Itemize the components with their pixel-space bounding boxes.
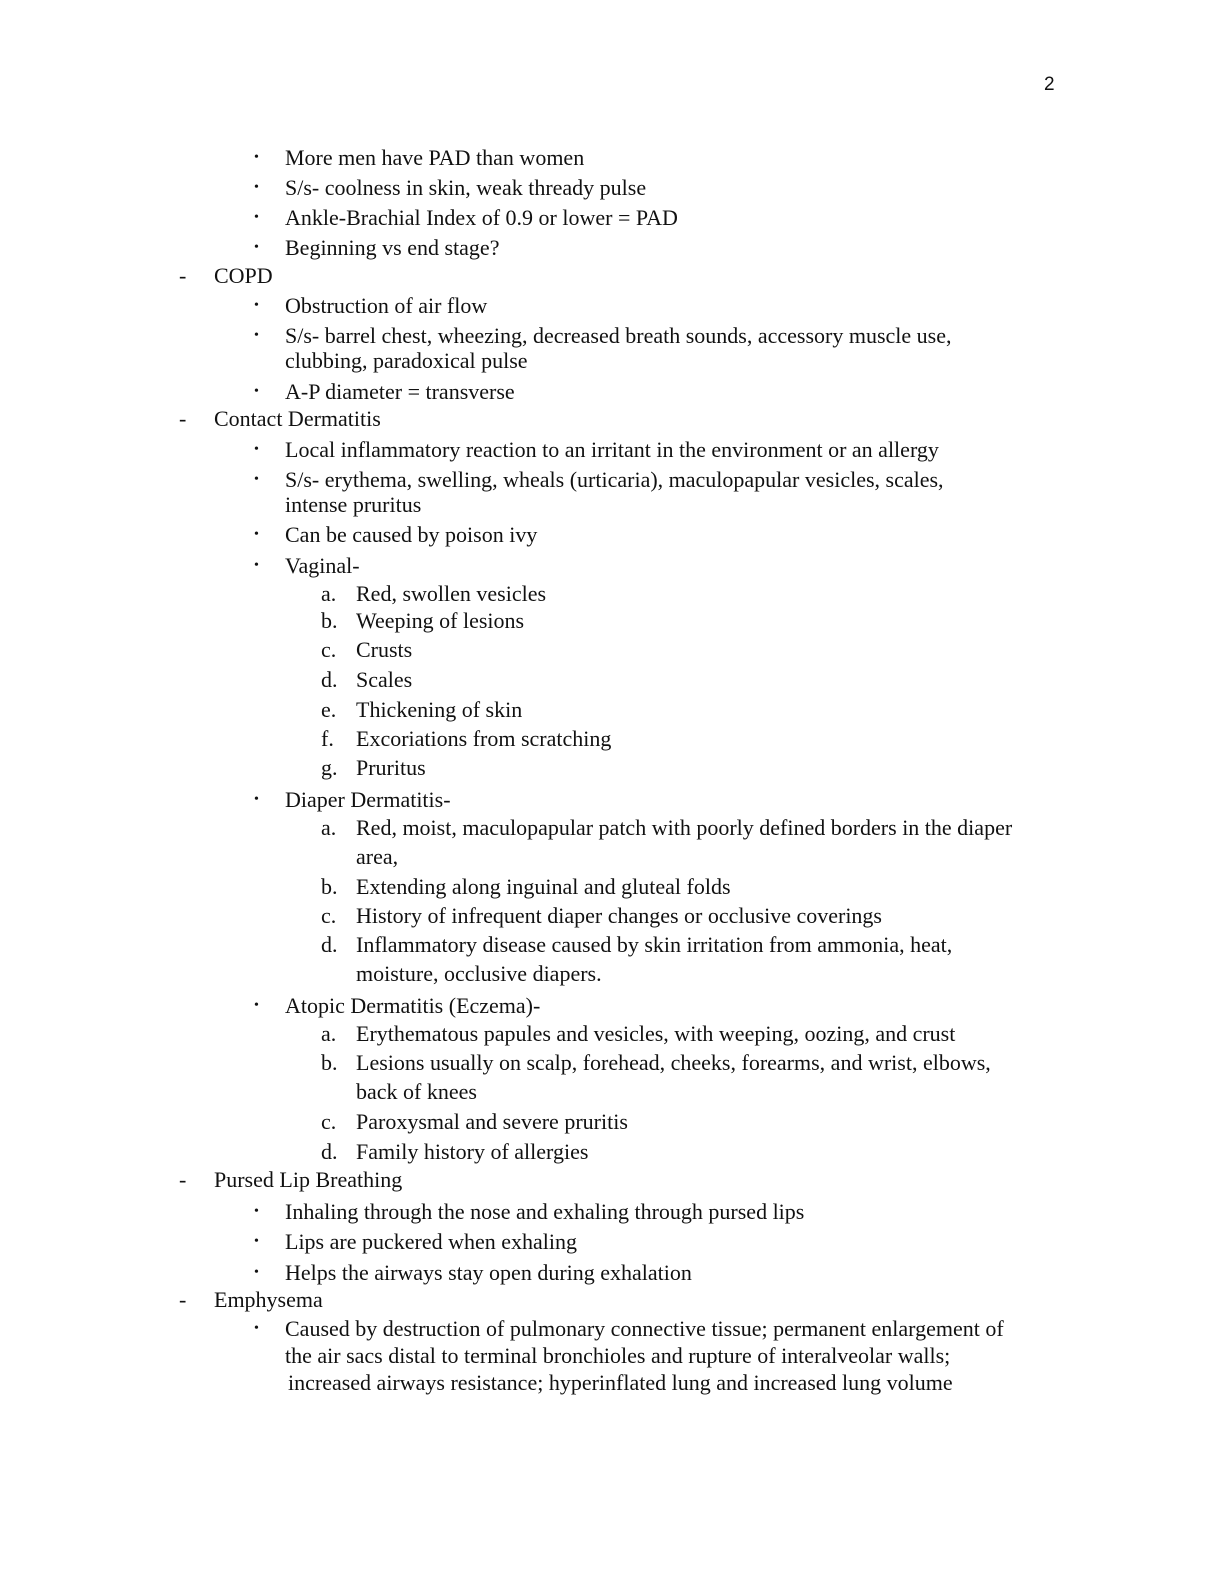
dash-icon: -	[179, 263, 187, 288]
bullet-icon: •	[254, 384, 259, 399]
bullet-icon: •	[254, 442, 259, 457]
dash-icon: -	[179, 1167, 187, 1192]
bullet-icon: •	[254, 998, 259, 1013]
bullet-icon: •	[254, 298, 259, 313]
bullet-icon: •	[254, 1234, 259, 1249]
bullet-icon: •	[254, 792, 259, 807]
dash-icon: -	[179, 406, 187, 431]
bullet-icon: •	[254, 472, 259, 487]
bullet-icon: •	[254, 328, 259, 343]
bullet-icon: •	[254, 1265, 259, 1280]
bullet-icon: •	[254, 150, 259, 165]
bullet-icon: •	[254, 558, 259, 573]
bullet-icon: •	[254, 1204, 259, 1219]
bullet-icon: •	[254, 1321, 259, 1336]
dash-icon: -	[179, 1287, 187, 1312]
bullet-icon: •	[254, 180, 259, 195]
page-number: 2	[1044, 74, 1055, 95]
bullet-icon: •	[254, 527, 259, 542]
bullet-icon: •	[254, 240, 259, 255]
bullet-icon: •	[254, 210, 259, 225]
